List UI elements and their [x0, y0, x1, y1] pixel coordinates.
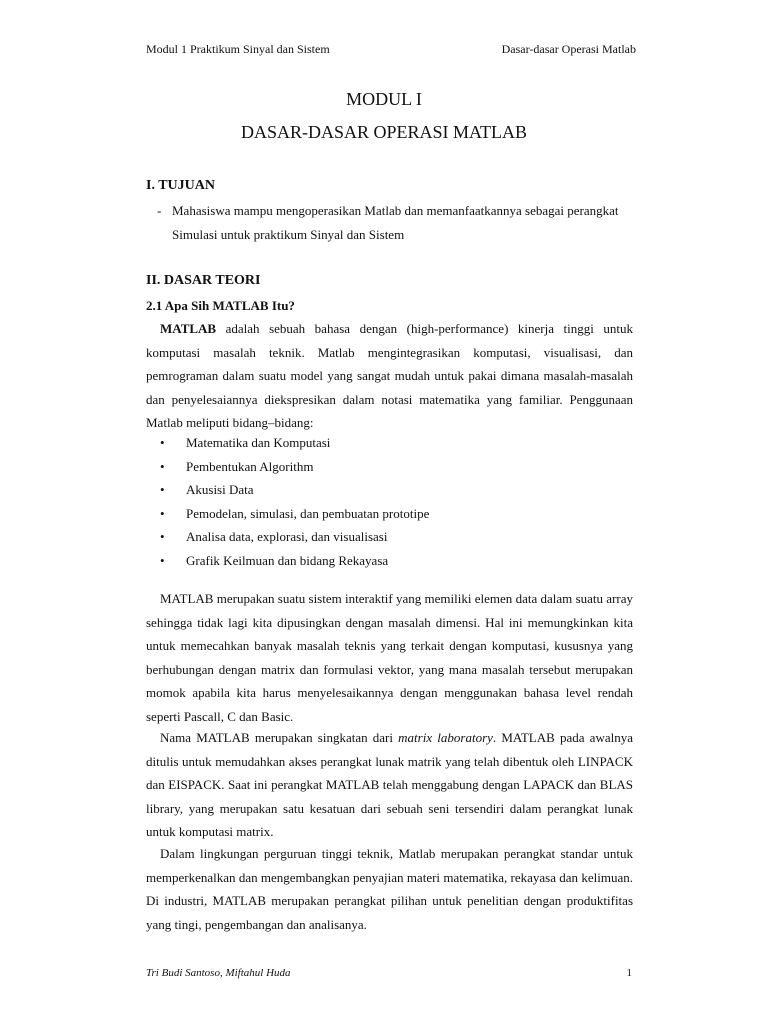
matlab-bold-term: MATLAB	[160, 321, 217, 336]
list-item: • Pembentukan Algorithm	[160, 455, 429, 479]
section-heading-dasar-teori: II. DASAR TEORI	[146, 273, 261, 288]
bullet-icon: •	[160, 505, 165, 521]
intro-text: adalah sebuah bahasa dengan (high-performance) kinerja tinggi untuk komputasi masalah teknik. Matlab mengintegrasikan komputasi, visualisasi, dan pemrograman dalam suatu model yang sangat mudah untuk pakai dimana masalah-masalah dan penyelesaiannya diekspresikan dalam notasi matematika yang familiar. Penggunaan Matlab meliputi bidang–bidang:	[146, 321, 633, 430]
bullet-icon: •	[160, 435, 165, 450]
footer-authors: Tri Budi Santoso, Miftahul Huda	[146, 967, 291, 979]
paragraph-lingkungan: Dalam lingkungan perguruan tinggi teknik, Matlab merupakan perangkat standar untuk memperkenalkan dan mengembangkan penyajian materi matematika, rekayasa dan kelimuan. Di industri, MATLAB merupakan perangkat pilihan untuk penelitian dengan produktifitas yang tingi, pengembangan dan analisanya.	[146, 846, 633, 932]
list-item: • Akusisi Data	[160, 478, 429, 502]
bullet-icon: •	[160, 529, 165, 544]
module-number-title: MODUL I	[346, 89, 422, 109]
bullet-icon: •	[160, 552, 165, 568]
module-title: DASAR-DASAR OPERASI MATLAB	[240, 122, 528, 142]
list-item: • Analisa data, explorasi, dan visualisasi	[160, 525, 429, 549]
section-heading-tujuan: I. TUJUAN	[146, 178, 215, 193]
list-item: • Pemodelan, simulasi, dan pembuatan prototipe	[160, 502, 429, 526]
page-number: 1	[626, 967, 632, 979]
bullet-icon: •	[160, 458, 165, 474]
list-item: • Grafik Keilmuan dan bidang Rekayasa	[160, 549, 429, 573]
usage-bullet-list	[160, 431, 429, 572]
running-header-right: Dasar-dasar Operasi Matlab	[501, 42, 636, 56]
dash-marker: -	[157, 203, 162, 218]
subsection-heading: 2.1 Apa Sih MATLAB Itu?	[146, 298, 295, 313]
paragraph-matlab-interaktif: MATLAB merupakan suatu sistem interaktif yang memiliki elemen data dalam suatu array sehingga tidak lagi kita dipusingkan dengan masalah dimensi. Hal ini memungkinkan kita untuk memecahkan banyak masalah teknis yang terkait dengan komputasi, kususnya yang berhubungan dengan matrix dan formulasi vektor, yang mana masalah tersebut merupakan momok apabila kita harus menyelesaikannya dengan menggunakan bahasa level rendah seperti Pascall, C dan Basic.	[146, 591, 633, 724]
bullet-icon: •	[160, 482, 165, 497]
list-item: • Matematika dan Komputasi	[160, 431, 429, 455]
running-header-left: Modul 1 Praktikum Sinyal dan Sistem	[146, 42, 330, 56]
paragraph-nama-matlab: Nama MATLAB merupakan singkatan dari matrix laboratory. MATLAB pada awalnya ditulis untuk memudahkan akses perangkat lunak matrik yang telah dibentuk oleh LINPACK dan EISPACK. Saat ini perangkat MATLAB telah menggabung dengan LAPACK dan BLAS library, yang merupakan satu kesatuan dari sebuah seni tersendiri dalam perangkat lunak untuk komputasi matrix.	[146, 730, 633, 839]
tujuan-item	[157, 199, 637, 246]
matrix-laboratory-term: matrix laboratory	[398, 730, 493, 745]
tujuan-text: Mahasiswa mampu mengoperasikan Matlab dan memanfaatkannya sebagai perangkat Simulasi untuk praktikum Sinyal dan Sistem	[172, 203, 619, 242]
intro-paragraph	[146, 317, 633, 435]
